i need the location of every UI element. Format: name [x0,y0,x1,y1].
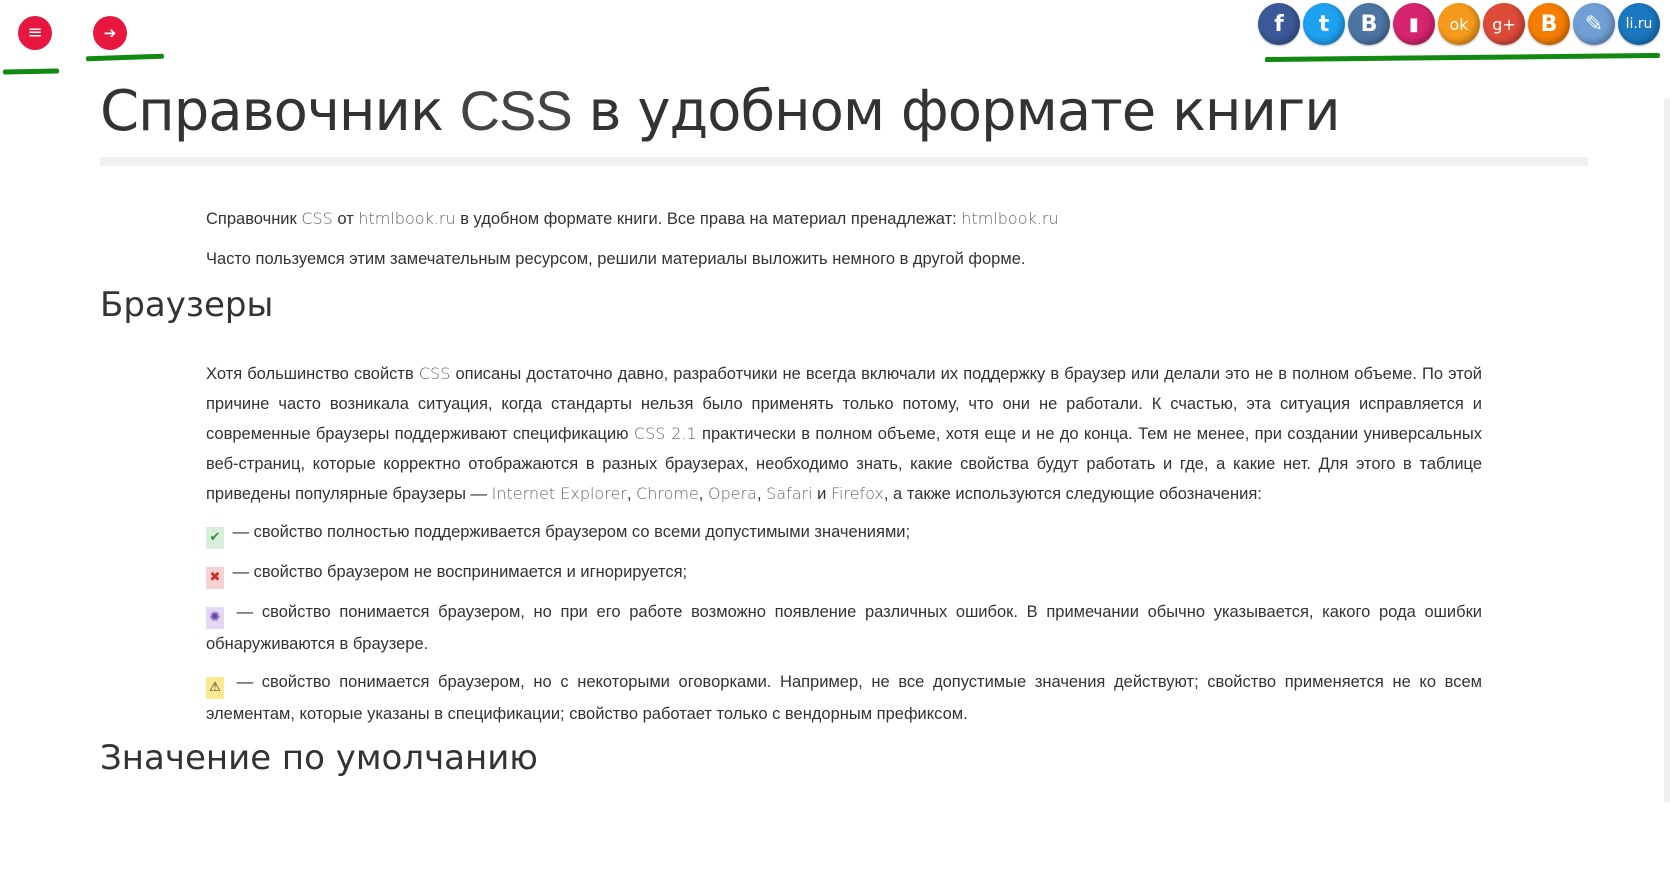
title-divider [100,157,1588,166]
htmlbook-link[interactable]: htmlbook.ru [358,209,456,228]
next-underline [86,54,164,62]
livejournal-icon[interactable]: ✎ [1573,3,1615,45]
intro-paragraph: Справочник CSS от htmlbook.ru в удобном формате книги. Все права на материал пренадлежат: htmlbook.ru [206,209,1059,228]
legend-buggy: ✺ — свойство понимается браузером, но при его работе возможно появление различных ошибок. В примечании обычно указывается, какого рода ошибки обнаруживаются в браузере. [206,603,1482,653]
next-button[interactable] [93,16,127,50]
menu-icon: ≡ [27,22,43,43]
legend-partial: ⚠ — свойство понимается браузером, но с некоторыми оговорками. Например, не все допустимые значения действуют; свойство применяется не ко всем элементам, которые указаны в спецификации; свойство работает только с вендорным префиксом. [206,673,1482,723]
warning-icon: ⚠ [206,677,224,699]
liveinternet-icon[interactable]: li.ru [1618,3,1660,45]
check-icon: ✔ [206,527,224,549]
odnoklassniki-icon[interactable]: ok [1438,3,1480,45]
browsers-block [206,359,1482,729]
twitter-icon[interactable]: t [1303,3,1345,45]
browser-firefox: Firefox [830,484,884,503]
browsers-paragraph: Хотя большинство свойств CSS описаны достаточно давно, разработчики не всегда включали их поддержку в браузер или делали это не в полном объеме. По этой причине часто возникала ситуация, когда стандарты нельзя было применять только потому, что они не работали. К счастью, эта ситуация исправляется и современные браузеры поддерживают спецификацию CSS 2.1 практически в полном объеме, хотя еще и не до конца. Тем не менее, при создании универсальных веб-страниц, которые корректно отображаются в разных браузерах, необходимо знать, какие свойства будут работать и где, а какие нет. Для этого в таблице приведены популярные браузеры — Internet Explorer, Chrome, Opera, Safari и Firefox, а также используются следующие обозначения: [206,364,1483,503]
menu-underline [3,69,59,75]
browser-safari: Safari [766,484,813,503]
browser-ie: Internet Explorer [491,484,627,503]
page-title: Справочник CSS в удобном формате книги [100,79,1340,144]
social-share-bar [1258,3,1663,45]
facebook-icon[interactable]: f [1258,3,1300,45]
intro-note: Часто пользуемся этим замечательным ресурсом, решили материалы выложить немного в другой форме. [206,250,1026,268]
menu-button[interactable] [18,16,52,50]
browsers-heading: Браузеры [100,285,274,325]
browser-chrome: Chrome [636,484,699,503]
bookmark-icon[interactable]: ▮ [1393,3,1435,45]
bug-icon: ✺ [206,607,224,629]
browser-opera: Opera [707,484,757,503]
legend-supported: ✔ — свойство полностью поддерживается браузером со всеми допустимыми значениями; [206,517,1482,549]
page-scrollbar[interactable] [1664,98,1670,803]
social-underline [1265,53,1660,62]
intro-block [206,204,1482,274]
blogger-icon[interactable]: B [1528,3,1570,45]
vk-icon[interactable]: B [1348,3,1390,45]
arrow-right-icon: ➔ [103,23,117,42]
google-plus-icon[interactable]: g+ [1483,3,1525,45]
legend-unsupported: ✖ — свойство браузером не воспринимается и игнорируется; [206,557,1482,589]
cross-icon: ✖ [206,567,224,589]
default-value-heading: Значение по умолчанию [100,738,538,778]
htmlbook-link-2[interactable]: htmlbook.ru [961,209,1059,228]
